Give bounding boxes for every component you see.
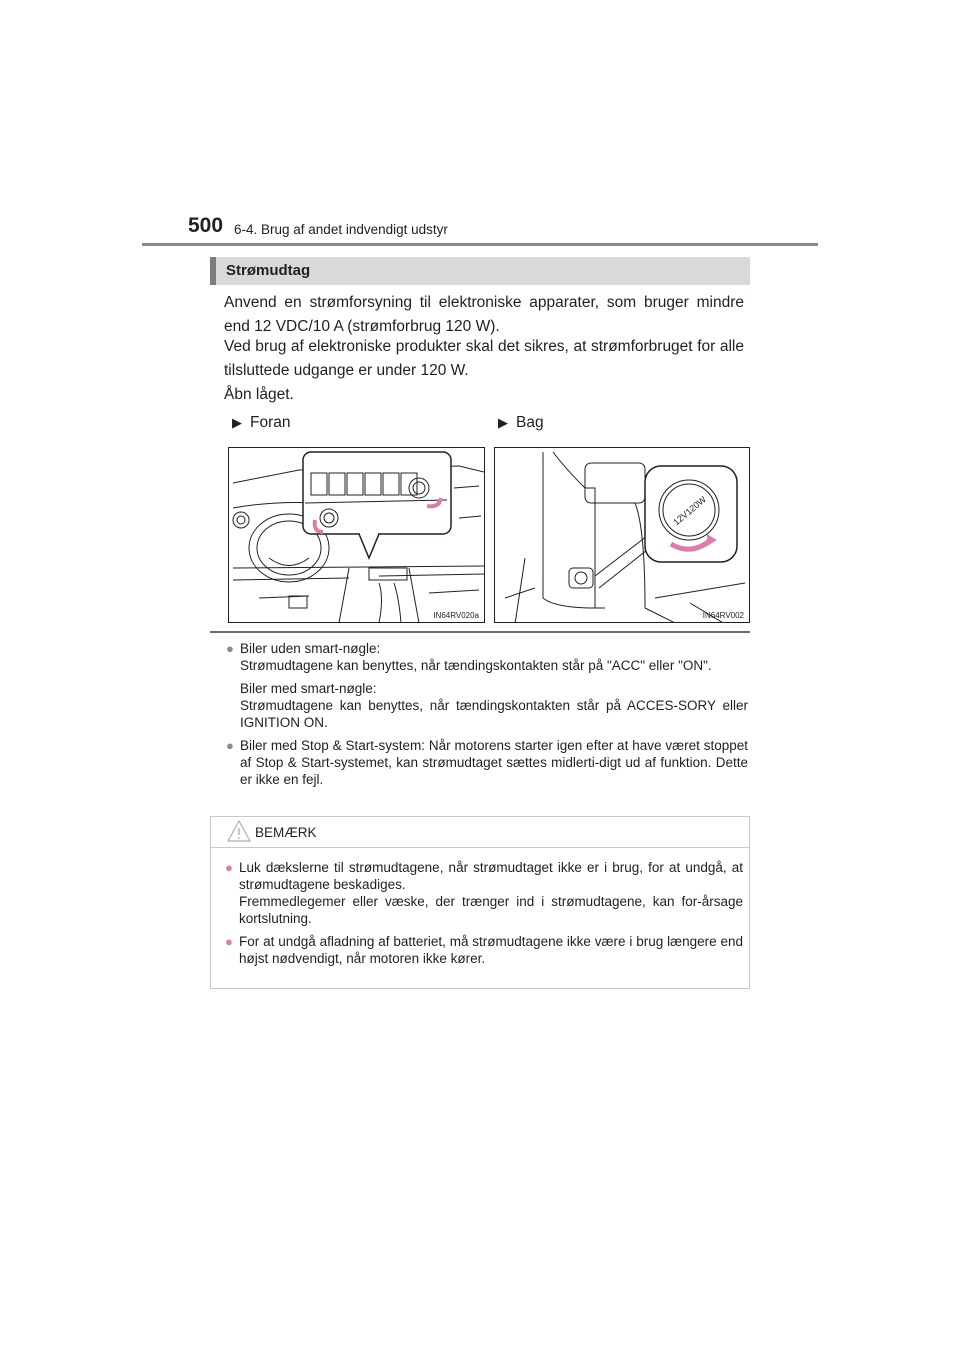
dashboard-drawing (229, 448, 485, 623)
bullet-icon: ● (226, 641, 234, 656)
rear-figure-label: ▶ Bag (498, 414, 544, 431)
warning-icon (227, 820, 251, 842)
intro-paragraph: Anvend en strømforsyning til elektroniske apparater, som bruger mindre end 12 VDC/10 A (strømforbrug 120 W). (224, 294, 744, 335)
subsection-title: Strømudtag (226, 262, 311, 279)
power-paragraph: Ved brug af elektroniske produkter skal det sikres, at strømforbruget for alle tilsluttede udgange er under 120 W. (224, 338, 744, 379)
notes-list (226, 640, 748, 788)
notice-box (210, 816, 750, 989)
front-figure-label: ▶ Foran (232, 414, 291, 431)
notes-rule (210, 631, 750, 633)
bullet-icon: ● (226, 738, 234, 753)
section-title: 6-4. Brug af andet indvendigt udstyr (234, 222, 448, 237)
figure-code: IN64RV020a (433, 611, 479, 620)
rear-socket-illustration (494, 447, 750, 623)
page-number: 500 (188, 214, 224, 237)
list-item: ● For at undgå afladning af batteriet, må strømudtagene ikke være i brug længere end højst nødvendigt, når motoren ikke kører. (225, 934, 743, 966)
socket-rating-label: 12V120W (671, 494, 708, 528)
triangle-bullet-icon: ▶ (232, 415, 242, 430)
subsection-heading (210, 257, 750, 285)
header-rule (142, 243, 818, 246)
front-socket-illustration (228, 447, 485, 623)
bullet-icon: ● (225, 934, 233, 949)
triangle-bullet-icon: ▶ (498, 415, 508, 430)
notice-title: BEMÆRK (255, 825, 317, 840)
open-lid-instruction: Åbn låget. (224, 386, 294, 403)
list-item: ● Biler uden smart-nøgle: Strømudtagene kan benyttes, når tændingskontakten står på "ACC" eller "ON". Biler med smart-nøgle: Strømudtagene kan benyttes, når tændingskontakten står på ACCES-SORY eller IGNITION ON. (226, 641, 748, 730)
rear-console-drawing (495, 448, 750, 623)
notice-list (225, 859, 743, 967)
notice-header (211, 817, 749, 848)
list-item: ● Biler med Stop & Start-system: Når motorens starter igen efter at have været stoppet af Stop & Start-systemet, kan strømudtaget sættes midlerti-digt ud af funktion. Dette er ikke en fejl. (226, 738, 748, 787)
bullet-icon: ● (225, 860, 233, 875)
list-item: ● Luk dækslerne til strømudtagene, når strømudtaget ikke er i brug, for at undgå, at strømudtagene beskadiges. Fremmedlegemer eller væske, der trænger ind i strømudtagene, kan for-årsage kortslutning. (225, 860, 743, 926)
figure-code: IN64RV002 (702, 611, 744, 620)
